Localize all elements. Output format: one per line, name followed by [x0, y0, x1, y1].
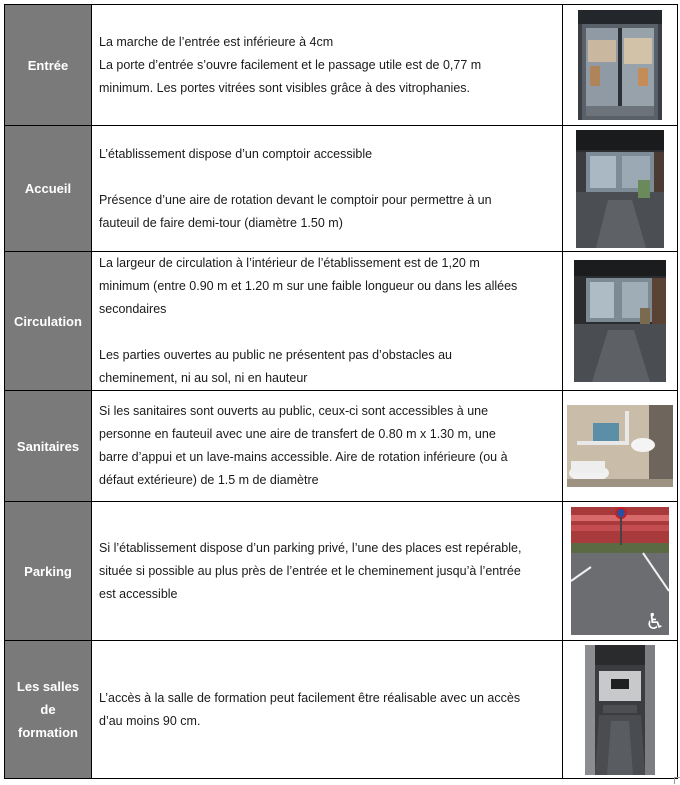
- row-label-entree: [5, 5, 92, 126]
- circulation-corridor-photo: [574, 260, 666, 382]
- description-line: est accessible: [99, 586, 178, 601]
- row-description-entree: [92, 5, 563, 126]
- row-label-sanitaires: [5, 391, 92, 502]
- accessibility-table: [4, 4, 678, 779]
- row-label-circulation: [5, 252, 92, 391]
- description-line: La marche de l’entrée est inférieure à 4cm: [99, 34, 334, 49]
- svg-text:♿: ♿: [645, 610, 665, 635]
- description-line: minimum (entre 0.90 m et 1.20 m sur une faible longueur ou dans les allées: [99, 279, 518, 293]
- row-label-text: formation: [18, 725, 78, 740]
- row-entree: [5, 5, 678, 126]
- row-parking: [5, 502, 678, 641]
- training-room-photo: [585, 645, 655, 775]
- description-line: Les parties ouvertes au public ne présentent pas d’obstacles au: [99, 348, 453, 362]
- row-label-salles-formation: [5, 641, 92, 779]
- row-salles-formation: [5, 641, 678, 779]
- row-photo-cell-accueil: [563, 126, 678, 252]
- description-line: La largeur de circulation à l’intérieur de l’établissement est de 1,20 m: [99, 256, 480, 270]
- row-label-text: Entrée: [27, 57, 69, 73]
- description-line: défaut extérieure) de 1.5 m de diamètre: [99, 473, 319, 487]
- entrance-door-photo: [578, 10, 662, 120]
- row-label-text: Parking: [24, 563, 72, 579]
- reception-area-photo: [576, 130, 664, 248]
- row-photo-cell-sanitaires: [563, 391, 678, 502]
- row-label-accueil: [5, 126, 92, 252]
- row-description-sanitaires: [92, 391, 563, 502]
- row-label-text: Sanitaires: [16, 438, 80, 454]
- description-line: Présence d’une aire de rotation devant le comptoir pour permettre à un: [99, 192, 492, 207]
- row-label-text: de: [40, 702, 56, 717]
- row-photo-cell-parking: [563, 502, 678, 641]
- restroom-photo: [567, 405, 673, 487]
- description-line: située si possible au plus près de l’entrée et le cheminement jusqu’à l’entrée: [99, 563, 521, 578]
- description-line: Si les sanitaires sont ouverts au public, ceux-ci sont accessibles à une: [99, 404, 489, 418]
- page-corner-mark: [674, 777, 680, 784]
- description-line: La porte d’entrée s’ouvre facilement et le passage utile est de 0,77 m: [99, 57, 482, 72]
- row-label-text: Les salles: [16, 679, 80, 694]
- description-line: secondaires: [99, 302, 167, 316]
- row-photo-cell-circulation: [563, 252, 678, 391]
- row-label-text: Circulation: [14, 313, 82, 329]
- row-photo-cell-salles-formation: [563, 641, 678, 779]
- row-accueil: [5, 126, 678, 252]
- description-blank-line: [99, 321, 555, 344]
- row-description-accueil: [92, 126, 563, 252]
- description-line: barre d’appui et un lave-mains accessible. Aire de rotation inférieure (ou à: [99, 450, 508, 464]
- description-line: d’au moins 90 cm.: [99, 713, 201, 728]
- row-description-salles-formation: [92, 641, 563, 779]
- row-sanitaires: [5, 391, 678, 502]
- description-line: cheminement, ni au sol, ni en hauteur: [99, 371, 308, 385]
- description-line: Si l’établissement dispose d’un parking privé, l’une des places est repérable,: [99, 540, 522, 555]
- description-line: minimum. Les portes vitrées sont visibles grâce à des vitrophanies.: [99, 80, 470, 95]
- description-line: personne en fauteuil avec une aire de transfert de 0.80 m x 1.30 m, une: [99, 427, 496, 441]
- description-line: fauteuil de faire demi-tour (diamètre 1.50 m): [99, 215, 343, 230]
- parking-space-photo: [571, 507, 669, 635]
- description-line: L’établissement dispose d’un comptoir accessible: [99, 146, 373, 161]
- description-blank-line: [99, 166, 555, 189]
- row-description-parking: [92, 502, 563, 641]
- row-circulation: [5, 252, 678, 391]
- row-label-text: Accueil: [24, 181, 72, 196]
- row-description-circulation: [92, 252, 563, 391]
- description-line: L’accès à la salle de formation peut facilement être réalisable avec un accès: [99, 690, 521, 705]
- row-photo-cell-entree: [563, 5, 678, 126]
- row-label-parking: [5, 502, 92, 641]
